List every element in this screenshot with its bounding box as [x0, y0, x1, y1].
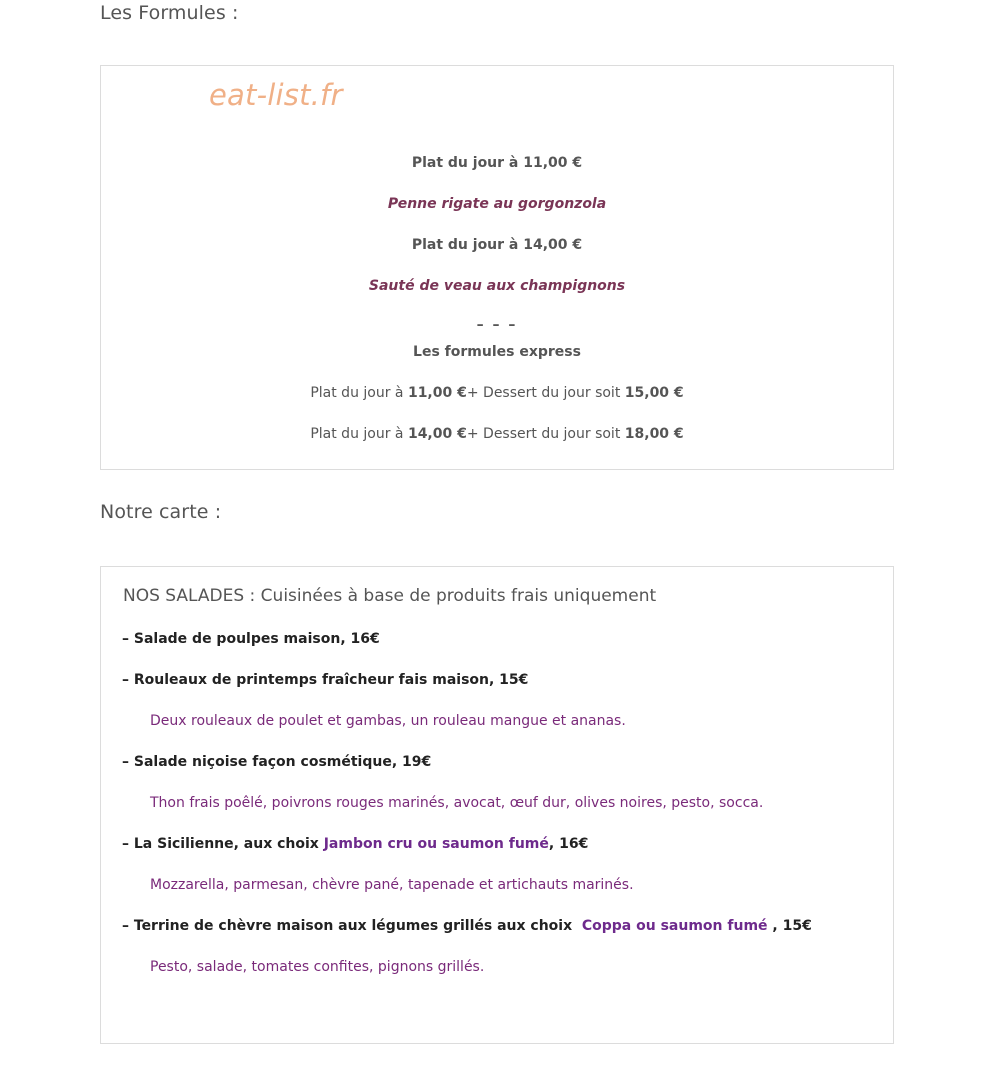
plat-du-jour-2: Plat du jour à 14,00 €: [411, 237, 583, 253]
menu-item-5-description: Pesto, salade, tomates confites, pignons grillés.: [150, 959, 485, 975]
express-2-price-2: 18,00 €: [624, 426, 684, 442]
menu-item-5-price: , 15€: [767, 918, 812, 934]
express-2-text-b: + Dessert du jour soit: [466, 426, 625, 442]
menu-item-4-choice: Jambon cru ou saumon fumé: [323, 836, 549, 852]
watermark-logo: eat-list.fr: [209, 78, 343, 112]
express-line-1: [101, 385, 893, 401]
express-1-text-b: + Dessert du jour soit: [466, 385, 625, 401]
express-1-text-a: Plat du jour à: [310, 385, 408, 401]
menu-item-4-price: , 16€: [548, 836, 589, 852]
dish-1: Penne rigate au gorgonzola: [387, 196, 607, 212]
separator: – – –: [476, 317, 518, 333]
menu-item-1: – Salade de poulpes maison, 16€: [122, 631, 380, 647]
formules-heading: Les Formules :: [100, 2, 239, 24]
menu-item-4-text: – La Sicilienne, aux choix: [122, 836, 324, 852]
menu-item-2-description: Deux rouleaux de poulet et gambas, un rouleau mangue et ananas.: [150, 713, 626, 729]
formules-box: [100, 65, 894, 470]
carte-box: [100, 566, 894, 1044]
express-line-2: [101, 426, 893, 442]
menu-item-4: [122, 836, 588, 852]
menu-item-2: – Rouleaux de printemps fraîcheur fais maison, 15€: [122, 672, 529, 688]
plat-du-jour-1: Plat du jour à 11,00 €: [411, 155, 583, 171]
menu-item-5: [122, 918, 812, 934]
express-title: Les formules express: [413, 344, 581, 360]
category-title: NOS SALADES : Cuisinées à base de produits frais uniquement: [123, 586, 657, 606]
express-1-price-1: 11,00 €: [407, 385, 467, 401]
menu-item-5-choice: Coppa ou saumon fumé: [581, 918, 768, 934]
menu-item-3-description: Thon frais poêlé, poivrons rouges marinés, avocat, œuf dur, olives noires, pesto, socca.: [150, 795, 764, 811]
express-2-price-1: 14,00 €: [407, 426, 467, 442]
express-1-price-2: 15,00 €: [624, 385, 684, 401]
menu-item-4-description: Mozzarella, parmesan, chèvre pané, tapenade et artichauts marinés.: [150, 877, 634, 893]
menu-item-3: – Salade niçoise façon cosmétique, 19€: [122, 754, 432, 770]
dish-2: Sauté de veau aux champignons: [368, 278, 626, 294]
carte-heading: Notre carte :: [100, 501, 222, 523]
menu-item-5-text: – Terrine de chèvre maison aux légumes grillés aux choix: [122, 918, 582, 934]
express-2-text-a: Plat du jour à: [310, 426, 408, 442]
